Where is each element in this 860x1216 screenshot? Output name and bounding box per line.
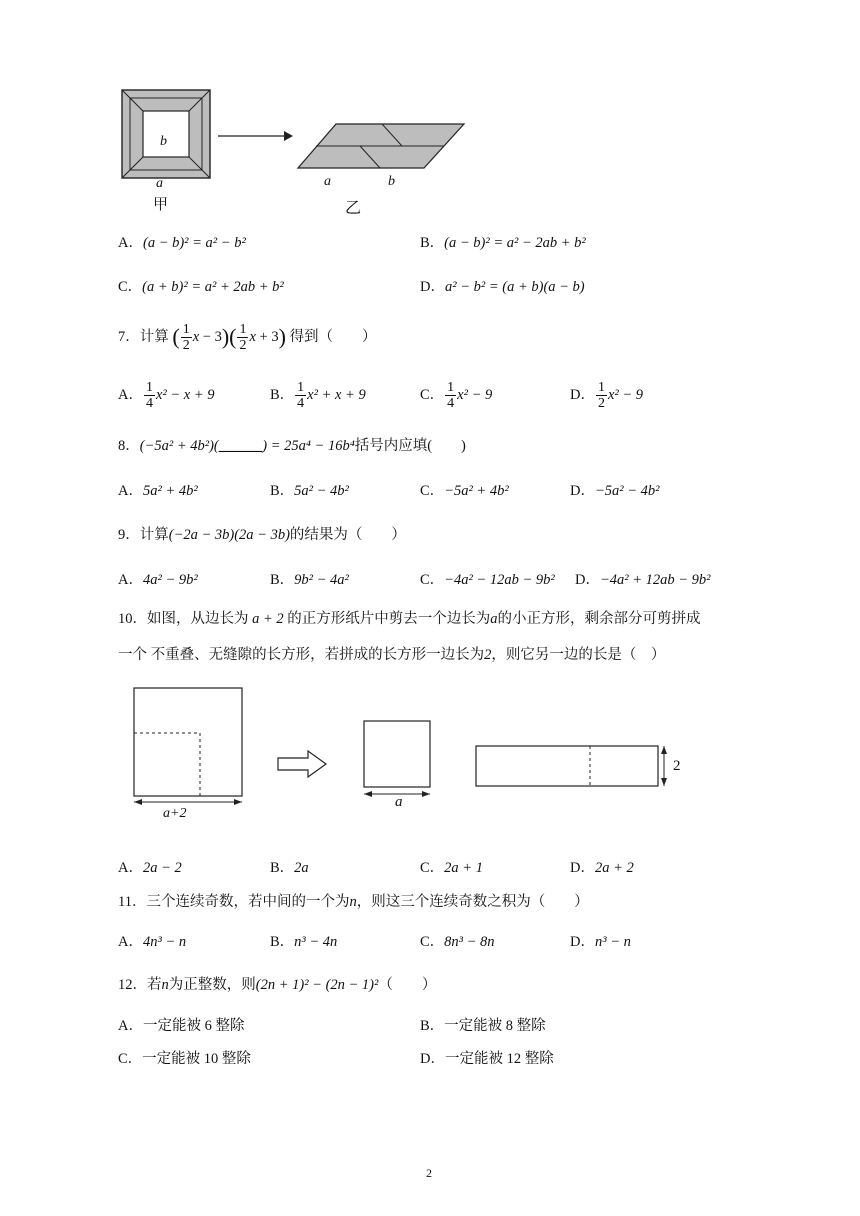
q9-option-c[interactable]: C．−4a² − 12ab − 9b² bbox=[420, 572, 555, 588]
rectangle-side-label: 2 bbox=[673, 758, 681, 774]
fraction: $\frac{1}{2}$ bbox=[239, 322, 247, 353]
option-label: D． bbox=[420, 279, 445, 295]
q8-stem: 8．(−5a² + 4b²)(______) = 25a⁴ − 16b⁴括号内应填( ) bbox=[118, 438, 466, 454]
q7-option-c[interactable]: C． $\frac{1}{4}$ x² − 9 bbox=[420, 380, 493, 411]
q10-option-a[interactable]: A．2a − 2 bbox=[118, 860, 182, 876]
q9-stem: 9．计算(−2a − 3b)(2a − 3b)的结果为（ ） bbox=[118, 527, 406, 543]
arrow-right-icon bbox=[218, 128, 294, 144]
option-expr: x² − 9 bbox=[607, 386, 644, 403]
option-expr: a² − b² = (a + b)(a − b) bbox=[444, 279, 585, 295]
q12-option-a[interactable]: A．一定能被 6 整除 bbox=[118, 1018, 245, 1034]
parallelogram-figure bbox=[296, 120, 468, 172]
q11-option-a[interactable]: A．4n³ − n bbox=[118, 934, 187, 950]
q12-option-c[interactable]: C．一定能被 10 整除 bbox=[118, 1051, 251, 1067]
q7-option-d[interactable]: D． $\frac{1}{2}$ x² − 9 bbox=[570, 380, 644, 411]
option-label: C． bbox=[420, 386, 445, 403]
q8-option-b[interactable]: B．5a² − 4b² bbox=[270, 483, 349, 499]
caption-left: 甲 bbox=[153, 197, 169, 213]
rectangle-figure bbox=[472, 740, 672, 792]
q8-option-c[interactable]: C．−5a² + 4b² bbox=[420, 483, 509, 499]
q6-option-a[interactable] bbox=[118, 231, 246, 252]
hollow-arrow-icon bbox=[276, 749, 328, 779]
option-label: B． bbox=[270, 386, 295, 403]
q12-option-d[interactable]: D．一定能被 12 整除 bbox=[420, 1051, 554, 1067]
q12-stem: 12．若n为正整数，则(2n + 1)² − (2n − 1)²（ ） bbox=[118, 977, 437, 993]
q9-option-d[interactable]: D．−4a² + 12ab − 9b² bbox=[575, 572, 711, 588]
option-expr: (a − b)² = a² − 2ab + b² bbox=[444, 235, 586, 251]
small-square-figure bbox=[358, 716, 436, 806]
q11-option-c[interactable]: C．8n³ − 8n bbox=[420, 934, 495, 950]
big-square-figure bbox=[128, 684, 248, 824]
q10-option-b[interactable]: B．2a bbox=[270, 860, 309, 876]
option-label: A． bbox=[118, 235, 143, 251]
caption-right: 乙 bbox=[345, 200, 362, 217]
parallelogram-b-label: b bbox=[388, 174, 395, 189]
q7-option-a[interactable]: A． $\frac{1}{4}$ x² − x + 9 bbox=[118, 380, 215, 411]
option-label: B． bbox=[420, 235, 445, 251]
square-inner-label: b bbox=[160, 134, 167, 149]
q10-option-d[interactable]: D．2a + 2 bbox=[570, 860, 634, 876]
page-number: 2 bbox=[426, 1166, 432, 1180]
q6-option-d[interactable] bbox=[420, 275, 585, 296]
q8-option-a[interactable]: A．5a² + 4b² bbox=[118, 483, 198, 499]
q11-option-b[interactable]: B．n³ − 4n bbox=[270, 934, 338, 950]
small-square-label: a bbox=[395, 794, 403, 810]
option-expr: x² − x + 9 bbox=[155, 386, 215, 403]
q11-option-d[interactable]: D．n³ − n bbox=[570, 934, 631, 950]
option-expr: (a − b)² = a² − b² bbox=[142, 235, 246, 251]
q10-stem-line2: 一个 不重叠、无缝隙的长方形，若拼成的长方形一边长为2，则它另一边的长是（ ） bbox=[118, 647, 666, 663]
q7-prefix: 7．计算 bbox=[118, 328, 169, 345]
q6-option-b[interactable] bbox=[420, 231, 586, 252]
option-label: C． bbox=[118, 279, 143, 295]
q7-suffix: 得到（ ） bbox=[289, 328, 377, 345]
option-expr: x² + x + 9 bbox=[307, 386, 366, 403]
q10-option-c[interactable]: C．2a + 1 bbox=[420, 860, 483, 876]
q7-stem: 7．计算 ( $\frac{1}{2}$ x − 3)( $\frac{1}{2}$ x + 3) 得到（ ） bbox=[118, 322, 377, 353]
q7-option-b[interactable]: B． $\frac{1}{4}$ x² + x + 9 bbox=[270, 380, 366, 411]
q9-option-a[interactable]: A．4a² − 9b² bbox=[118, 572, 198, 588]
option-label: D． bbox=[570, 386, 595, 403]
option-expr: (a + b)² = a² + 2ab + b² bbox=[142, 279, 284, 295]
q11-stem: 11．三个连续奇数，若中间的一个为n，则这三个连续奇数之积为（ ） bbox=[118, 894, 589, 910]
q8-option-d[interactable]: D．−5a² − 4b² bbox=[570, 483, 660, 499]
q6-option-c[interactable] bbox=[118, 275, 284, 296]
q9-option-b[interactable]: B．9b² − 4a² bbox=[270, 572, 349, 588]
q10-stem-line1: 10．如图，从边长为 a + 2 的正方形纸片中剪去一个边长为a的小正方形，剩余部分可剪拼成 bbox=[118, 611, 701, 627]
big-square-label: a+2 bbox=[163, 806, 187, 821]
square-side-label: a bbox=[156, 176, 163, 191]
fraction: $\frac{1}{2}$ bbox=[182, 322, 190, 353]
parallelogram-a-label: a bbox=[324, 174, 331, 189]
option-label: A． bbox=[118, 386, 143, 403]
q12-option-b[interactable]: B．一定能被 8 整除 bbox=[420, 1018, 546, 1034]
option-expr: x² − 9 bbox=[457, 386, 493, 403]
answer-blank[interactable]: ______ bbox=[218, 438, 263, 454]
